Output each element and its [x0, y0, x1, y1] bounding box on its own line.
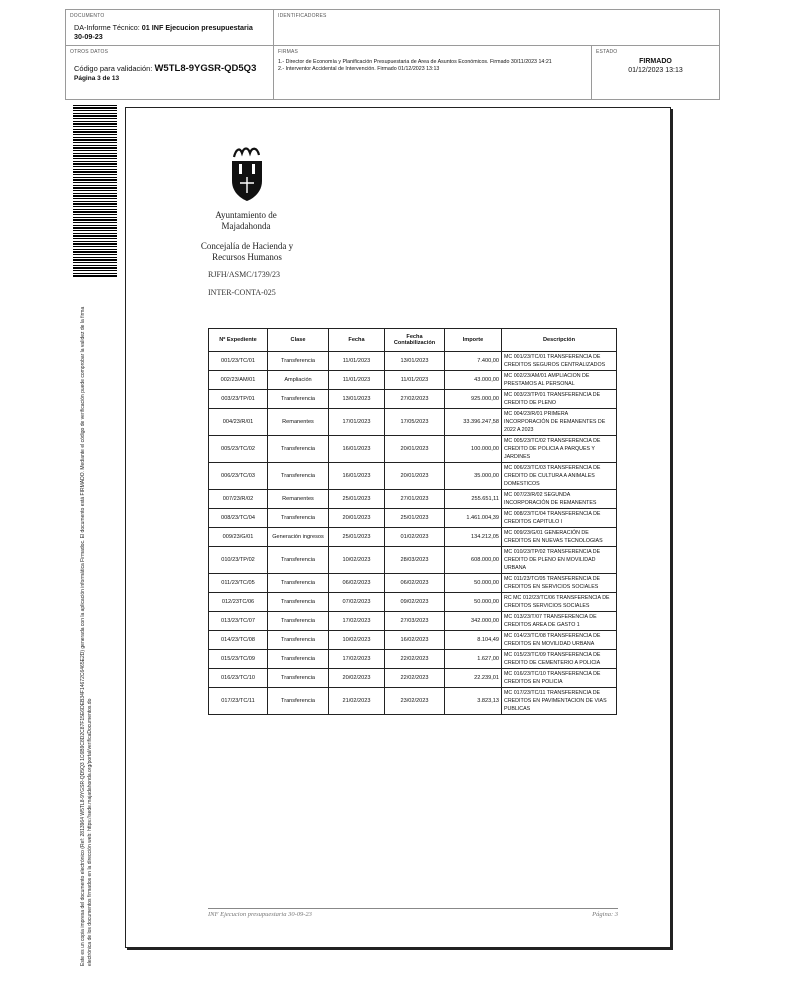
col-expediente: Nº Expediente	[209, 329, 268, 352]
cell-contabilizacion: 22/02/2023	[385, 669, 445, 688]
cell-importe: 7.400,00	[445, 352, 502, 371]
cell-clase: Transferencia	[268, 669, 329, 688]
cell-expediente: 011/23/TC/05	[209, 574, 268, 593]
cell-contabilizacion: 17/05/2023	[385, 409, 445, 436]
table-row	[209, 547, 617, 574]
cell-fecha: 21/02/2023	[329, 688, 385, 715]
table-row	[209, 688, 617, 715]
col-contabilizacion: Fecha Contabilización	[385, 329, 445, 352]
cell-clase: Transferencia	[268, 352, 329, 371]
otros-datos-cell	[65, 45, 274, 100]
col-importe: Importe	[445, 329, 502, 352]
table-row	[209, 509, 617, 528]
col-fecha: Fecha	[329, 329, 385, 352]
cell-fecha: 11/01/2023	[329, 371, 385, 390]
barcode-icon	[73, 105, 117, 277]
identificadores-cell	[273, 9, 720, 46]
cell-importe: 43.000,00	[445, 371, 502, 390]
footer-right: Página: 3	[592, 911, 618, 918]
estado-date: 01/12/2023 13:13	[628, 67, 683, 74]
table-row	[209, 631, 617, 650]
org-dept: Concejalía de Hacienda y Recursos Humanos	[200, 241, 294, 262]
cell-clase: Transferencia	[268, 688, 329, 715]
cell-contabilizacion: 06/02/2023	[385, 574, 445, 593]
identificadores-caption: IDENTIFICADORES	[278, 13, 327, 19]
table-row	[209, 409, 617, 436]
cell-expediente: 004/23/R/01	[209, 409, 268, 436]
cell-fecha: 16/01/2023	[329, 436, 385, 463]
cell-descripcion: RC MC 012/23/TC/06 TRANSFERENCIA DE CREDITOS SERVICIOS SOCIALES	[502, 593, 617, 612]
cell-descripcion: MC 015/23/TC/09 TRANSFERENCIA DE CREDITO DE CEMENTERIO A POLICIA	[502, 650, 617, 669]
coat-of-arms-icon	[228, 143, 266, 203]
cell-expediente: 017/23/TC/11	[209, 688, 268, 715]
cell-descripcion: MC 002/23/AM/01 AMPLIACION DE PRESTAMOS AL PERSONAL	[502, 371, 617, 390]
cell-descripcion: MC 009/23/G/01 GENERACIÓN DE CREDITOS EN NUEVAS TECNOLOGIAS	[502, 528, 617, 547]
cell-contabilizacion: 27/01/2023	[385, 490, 445, 509]
table-row	[209, 612, 617, 631]
col-descripcion: Descripción	[502, 329, 617, 352]
cell-descripcion: MC 017/23/TC/11 TRANSFERENCIA DE CREDITOS EN PAVIMENTACION DE VIAS PUBLICAS	[502, 688, 617, 715]
cell-clase: Transferencia	[268, 631, 329, 650]
cell-contabilizacion: 11/01/2023	[385, 371, 445, 390]
documento-cell	[65, 9, 274, 46]
pagina-label: Página 3 de 13	[74, 75, 120, 82]
codigo-value: W5TL8-9YGSR-QD5Q3	[154, 63, 257, 74]
ref-1: RJFH/ASMC/1739/23	[208, 270, 281, 279]
table-body	[209, 352, 617, 715]
cell-fecha: 25/01/2023	[329, 490, 385, 509]
cell-expediente: 016/23/TC/10	[209, 669, 268, 688]
cell-expediente: 008/23/TC/04	[209, 509, 268, 528]
cell-importe: 342.000,00	[445, 612, 502, 631]
cell-expediente: 013/23/TC/07	[209, 612, 268, 631]
table-row	[209, 490, 617, 509]
cell-importe: 134.212,05	[445, 528, 502, 547]
table-row	[209, 463, 617, 490]
col-clase: Clase	[268, 329, 329, 352]
firma-1: 1.- Director de Economía y Planificación Presupuestaria de Area de Asuntos Económicos. Firmado 30/11/2023 14:21	[278, 59, 552, 65]
cell-contabilizacion: 20/01/2023	[385, 436, 445, 463]
cell-importe: 35.000,00	[445, 463, 502, 490]
firmas-cell	[273, 45, 592, 100]
cell-clase: Transferencia	[268, 436, 329, 463]
documento-bold: 01 INF Ejecucion presupuestaria 30-09-23	[74, 23, 253, 41]
cell-importe: 50.000,00	[445, 574, 502, 593]
cell-importe: 255.651,11	[445, 490, 502, 509]
cell-descripcion: MC 005/23/TC/02 TRANSFERENCIA DE CREDITO DE POLICIA A PARQUES Y JARDINES	[502, 436, 617, 463]
cell-descripcion: MC 003/23/TP/01 TRANSFERENCIA DE CREDITO DE PLENO	[502, 390, 617, 409]
cell-descripcion: MC 004/23/R/01 PRIMERA INCORPORACIÓN DE REMANENTES DE 2022 A 2023	[502, 409, 617, 436]
cell-fecha: 20/02/2023	[329, 669, 385, 688]
cell-contabilizacion: 28/03/2023	[385, 547, 445, 574]
codigo-validacion	[74, 63, 256, 74]
cell-fecha: 11/01/2023	[329, 352, 385, 371]
cell-importe: 925.000,00	[445, 390, 502, 409]
cell-expediente: 003/23/TP/01	[209, 390, 268, 409]
cell-descripcion: MC 010/23/TP/02 TRANSFERENCIA DE CREDITO DE PLENO EN MOVILIDAD URBANA	[502, 547, 617, 574]
cell-clase: Generación ingresos	[268, 528, 329, 547]
cell-importe: 50.000,00	[445, 593, 502, 612]
cell-contabilizacion: 25/01/2023	[385, 509, 445, 528]
cell-clase: Transferencia	[268, 574, 329, 593]
org-name: Ayuntamiento de Majadahonda	[215, 210, 277, 231]
table-row	[209, 390, 617, 409]
signature-header	[65, 9, 720, 100]
estado-caption: ESTADO	[596, 49, 618, 55]
cell-clase: Transferencia	[268, 593, 329, 612]
cell-fecha: 10/02/2023	[329, 547, 385, 574]
document-page	[125, 107, 671, 948]
table-header-row	[209, 329, 617, 352]
cell-fecha: 16/01/2023	[329, 463, 385, 490]
cell-importe: 33.396.247,58	[445, 409, 502, 436]
table-row	[209, 371, 617, 390]
cell-descripcion: MC 016/23/TC/10 TRANSFERENCIA DE CREDITOS EN POLICIA	[502, 669, 617, 688]
documento-caption: DOCUMENTO	[70, 13, 105, 19]
codigo-label: Código para validación:	[74, 64, 155, 73]
documento-title	[74, 23, 264, 41]
table-row	[209, 436, 617, 463]
cell-expediente: 002/23/AM/01	[209, 371, 268, 390]
cell-fecha: 20/01/2023	[329, 509, 385, 528]
cell-contabilizacion: 23/02/2023	[385, 688, 445, 715]
table-row	[209, 352, 617, 371]
cell-descripcion: MC 007/23/R/02 SEGUNDA INCORPORACIÓN DE REMANENTES	[502, 490, 617, 509]
cell-clase: Transferencia	[268, 547, 329, 574]
documento-prefix: DA-Informe Técnico:	[74, 23, 142, 32]
firmas-caption: FIRMAS	[278, 49, 299, 55]
cell-importe: 608.000,00	[445, 547, 502, 574]
estado-cell	[591, 45, 720, 100]
cell-contabilizacion: 22/02/2023	[385, 650, 445, 669]
cell-clase: Transferencia	[268, 463, 329, 490]
cell-expediente: 010/23/TP/02	[209, 547, 268, 574]
cell-clase: Remanentes	[268, 490, 329, 509]
cell-importe: 100.000,00	[445, 436, 502, 463]
cell-fecha: 17/01/2023	[329, 409, 385, 436]
cell-importe: 3.823,13	[445, 688, 502, 715]
cell-clase: Remanentes	[268, 409, 329, 436]
cell-fecha: 13/01/2023	[329, 390, 385, 409]
table-row	[209, 593, 617, 612]
cell-expediente: 012/23TC/06	[209, 593, 268, 612]
otros-caption: OTROS DATOS	[70, 49, 109, 55]
page-footer	[208, 908, 618, 918]
cell-descripcion: MC 013/23/T/07 TRANSFERENCIA DE CREDITOS AREA DE GASTO 1	[502, 612, 617, 631]
cell-importe: 22.239,01	[445, 669, 502, 688]
cell-clase: Transferencia	[268, 390, 329, 409]
cell-descripcion: MC 006/23/TC/03 TRANSFERENCIA DE CREDITO DE CULTURA A ANIMALES DOMESTICOS	[502, 463, 617, 490]
cell-fecha: 10/02/2023	[329, 631, 385, 650]
cell-fecha: 17/02/2023	[329, 612, 385, 631]
cell-descripcion: MC 011/23/TC/05 TRANSFERENCIA DE CREDITOS EN SERVICIOS SOCIALES	[502, 574, 617, 593]
cell-importe: 8.104,49	[445, 631, 502, 650]
firma-2: 2.- Interventor Accidental de Intervención. Firmado 01/12/2023 13:13	[278, 66, 440, 72]
cell-expediente: 005/23/TC/02	[209, 436, 268, 463]
cell-clase: Ampliación	[268, 371, 329, 390]
cell-descripcion: MC 008/23/TC/04 TRANSFERENCIA DE CREDITOS CAPITULO I	[502, 509, 617, 528]
cell-fecha: 06/02/2023	[329, 574, 385, 593]
expedientes-table	[208, 328, 617, 715]
estado-value: FIRMADO	[639, 58, 672, 65]
cell-descripcion: MC 014/23/TC/08 TRANSFERENCIA DE CREDITOS EN MOVILIDAD URBANA	[502, 631, 617, 650]
cell-expediente: 015/23/TC/09	[209, 650, 268, 669]
cell-expediente: 014/23/TC/08	[209, 631, 268, 650]
cell-clase: Transferencia	[268, 509, 329, 528]
cell-contabilizacion: 16/02/2023	[385, 631, 445, 650]
cell-contabilizacion: 20/01/2023	[385, 463, 445, 490]
ref-2: INTER-CONTA-025	[208, 288, 276, 297]
cell-expediente: 009/23/G/01	[209, 528, 268, 547]
verification-side-text: Este es un copia impresa del documento electrónico (Ref: 2813964 W5TL8-9YGSR-QD5Q3 1C6B9C8D2C87F15E6DEB34F14672C6465E2D) generada con la aplicación informática Firmadoc. El documento está FIRMADO. Mediante el código de verificación puede comprobar la validez de la firma electrónica de los documentos firmados en la dirección web: https://sede.majadahonda.org/portal/verificaDocumentos.do	[80, 306, 93, 966]
cell-fecha: 25/01/2023	[329, 528, 385, 547]
cell-contabilizacion: 27/02/2023	[385, 390, 445, 409]
cell-expediente: 007/23/R/02	[209, 490, 268, 509]
table-row	[209, 669, 617, 688]
cell-clase: Transferencia	[268, 612, 329, 631]
cell-clase: Transferencia	[268, 650, 329, 669]
cell-expediente: 001/23/TC/01	[209, 352, 268, 371]
table-row	[209, 528, 617, 547]
cell-contabilizacion: 13/01/2023	[385, 352, 445, 371]
cell-importe: 1.627,00	[445, 650, 502, 669]
cell-expediente: 006/23/TC/03	[209, 463, 268, 490]
cell-importe: 1.461.004,39	[445, 509, 502, 528]
cell-fecha: 07/02/2023	[329, 593, 385, 612]
table-row	[209, 574, 617, 593]
cell-fecha: 17/02/2023	[329, 650, 385, 669]
cell-contabilizacion: 09/02/2023	[385, 593, 445, 612]
cell-contabilizacion: 27/03/2023	[385, 612, 445, 631]
table-row	[209, 650, 617, 669]
cell-descripcion: MC 001/23/TC/01 TRANSFERENCIA DE CREDITOS SEGUROS CENTRALIZADOS	[502, 352, 617, 371]
cell-contabilizacion: 01/02/2023	[385, 528, 445, 547]
footer-left: INF Ejecucion presupuestaria 30-09-23	[208, 911, 312, 918]
